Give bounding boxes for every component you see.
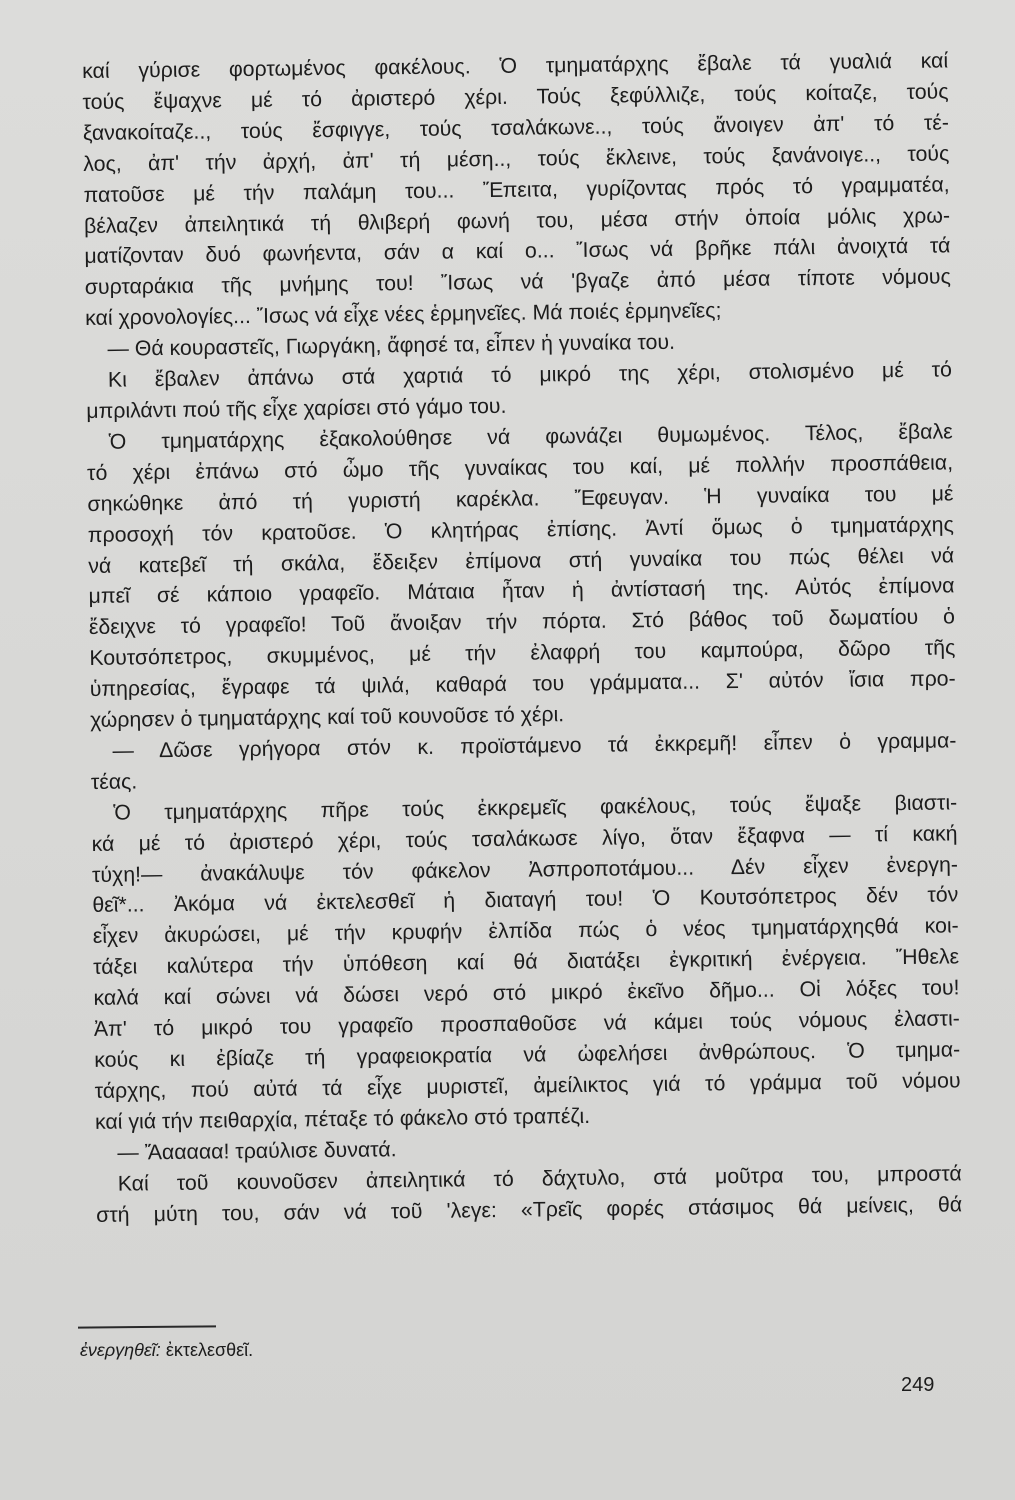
text-line: βέλαζεν ἀπειλητικά τή θλιβερή φωνή του, μέσα στήν ὁποία μόλις χρω- [83,202,951,238]
text-line: κούς κι ἐβίαζε τή γραφειοκρατία νά ὠφελήσει ἀνθρώπους. Ὁ τμημα- [94,1037,961,1072]
text-line: Κουτσόπετρος, σκυμμένος, μέ τήν ἐλαφρή του καμπούρα, δῶρο τῆς [89,635,956,671]
text-line: Καί τοῦ κουνοῦσεν ἀπειλητικά τό δάχτυλο, στά μοῦτρα του, μπροστά [117,1160,962,1196]
text-line: καί γύρισε φορτωμένος φακέλους. Ὁ τμηματάρχης ἔβαλε τά γυαλιά καί [82,48,949,83]
footnote-term: ἐνεργηθεῖ: [80,1340,161,1360]
text-line: τό χέρι ἐπάνω στό ὦμο τῆς γυναίκας του καί, μέ πολλήν προσπάθεια, [86,450,954,485]
text-line: μπεῖ σέ κάποιο γραφεῖο. Μάταια ἦταν ἡ ἀντίστασή της. Αὐτός ἐπίμονα [88,573,955,609]
text-line: — Ἄααααα! τραύλισε δυνατά. [117,1136,397,1165]
text-line: τούς ἔψαχνε μέ τό ἀριστερό χέρι. Τούς ξεφύλλιζε, τούς κοίταζε, τούς [82,79,949,114]
text-line: στή μύτη του, σάν νά τοῦ 'λεγε: «Τρεῖς φορές στάσιμος θά μείνεις, θά [96,1191,963,1227]
text-line: σηκώθηκε ἀπό τή γυριστή καρέκλα. Ἔφευγαν. Ἡ γυναίκα του μέ [87,481,954,516]
text-line: — Δῶσε γρήγορα στόν κ. προϊστάμενο τά ἐκκρεμῆ! εἶπεν ὁ γραμμα- [112,728,957,763]
text-line: — Θά κουραστεῖς, Γιωργάκη, ἄφησέ τα, εἶπεν ἡ γυναίκα του. [107,329,676,361]
text-line: συρταράκια τῆς μνήμης του! Ἴσως νά 'βγαζε ἀπό μέσα τίποτε νόμους [84,264,951,300]
footnote-definition: ἐκτελεσθεῖ. [165,1340,254,1360]
text-line: τάξει καλύτερα τήν ὑπόθεση καί θά διατάξει ἐγκριτική ἐνέργεια. Ἤθελε [92,944,960,980]
text-line: πατοῦσε μέ τήν παλάμη του... Ἔπειτα, γυρίζοντας πρός τό γραμματέα, [83,172,950,207]
text-line: τάρχης, πού αὐτά τά εἶχε μυριστεῖ, ἀμείλικτος γιά τό γράμμα τοῦ νόμου [94,1068,961,1103]
body-text [82,45,962,1230]
text-line: νά κατεβεῖ τή σκάλα, ἔδειξεν ἐπίμονα στή γυναίκα του πώς θέλει νά [88,542,955,578]
text-line: Ἀπ' τό μικρό του γραφεῖο προσπαθοῦσε νά κάμει τούς νόμους ἐλαστι- [93,1006,960,1042]
text-line: μπριλάντι πού τῆς εἶχε χαρίσει στό γάμο του. [86,393,507,423]
text-line: καλά καί σώνει νά δώσει νερό στό μικρό ἐκεῖνο δῆμο... Οἱ λόξες του! [93,975,960,1011]
text-line: ὑπηρεσίας, ἔγραφε τά ψιλά, καθαρά του γράμματα... Σ' αὐτόν ἴσια προ- [89,666,956,702]
text-line: καί χρονολογίες... Ἴσως νά εἶχε νέες ἑρμηνεῖες. Μά ποιές ἑρμηνεῖες; [85,298,722,331]
text-line: Ὁ τμηματάρχης ἐξακολούθησε νά φωνάζει θυμωμένος. Τέλος, ἔβαλε [108,419,953,454]
text-line: ματίζονταν δυό φωνήεντα, σάν α καί ο... Ἴσως νά βρῆκε πάλι ἀνοιχτά τά [84,233,951,269]
text-line: Ὁ τμηματάρχης πῆρε τούς ἐκκρεμεῖς φακέλους, τούς ἔψαξε βιαστι- [113,790,958,825]
footnote-rule [78,1325,216,1328]
text-line: χώρησεν ὁ τμηματάρχης καί τοῦ κουνοῦσε τό χέρι. [89,702,565,732]
text-line: τέας. [90,769,138,794]
text-line: εἶχεν ἀκυρώσει, μέ τήν κρυφήν ἐλπίδα πώς ὁ νέος τμηματάρχηςθά κοι- [92,913,959,949]
text-line: Κι ἔβαλεν ἀπάνω στά χαρτιά τό μικρό της χέρι, στολισμένο μέ τό [107,357,953,392]
page-number: 249 [901,1374,935,1396]
text-line: καί γιά τήν πειθαρχία, πέταξε τό φάκελο στό τραπέζι. [94,1103,591,1134]
text-line: τύχη!— ἀνακάλυψε τόν φάκελον Ἀσπροποτάμου... Δέν εἶχεν ἐνεργη- [91,851,959,887]
text-line: κά μέ τό ἀριστερό χέρι, τούς τσαλάκωσε λίγο, ὅταν ἔξαφνα — τί κακή [91,821,958,856]
text-line: προσοχή τόν κρατοῦσε. Ὁ κλητήρας ἐπίσης. Ἀντί ὅμως ὁ τμηματάρχης [87,511,954,547]
text-line: λος, ἀπ' τήν ἀρχή, ἀπ' τή μέση.., τούς ἔκλεινε, τούς ξανάνοιγε.., τούς [83,141,950,176]
text-line: ξανακοίταζε.., τούς ἔσφιγγε, τούς τσαλάκωνε.., τούς ἄνοιγεν ἀπ' τό τέ- [82,110,950,145]
footnote [80,1340,253,1361]
text-line: ἔδειχνε τό γραφεῖο! Τοῦ ἄνοιξαν τήν πόρτα. Στό βάθος τοῦ δωματίου ὁ [88,604,956,640]
text-line: θεῖ*... Ἀκόμα νά ἐκτελεσθεῖ ἡ διαταγή του! Ὁ Κουτσόπετρος δέν τόν [92,882,959,918]
